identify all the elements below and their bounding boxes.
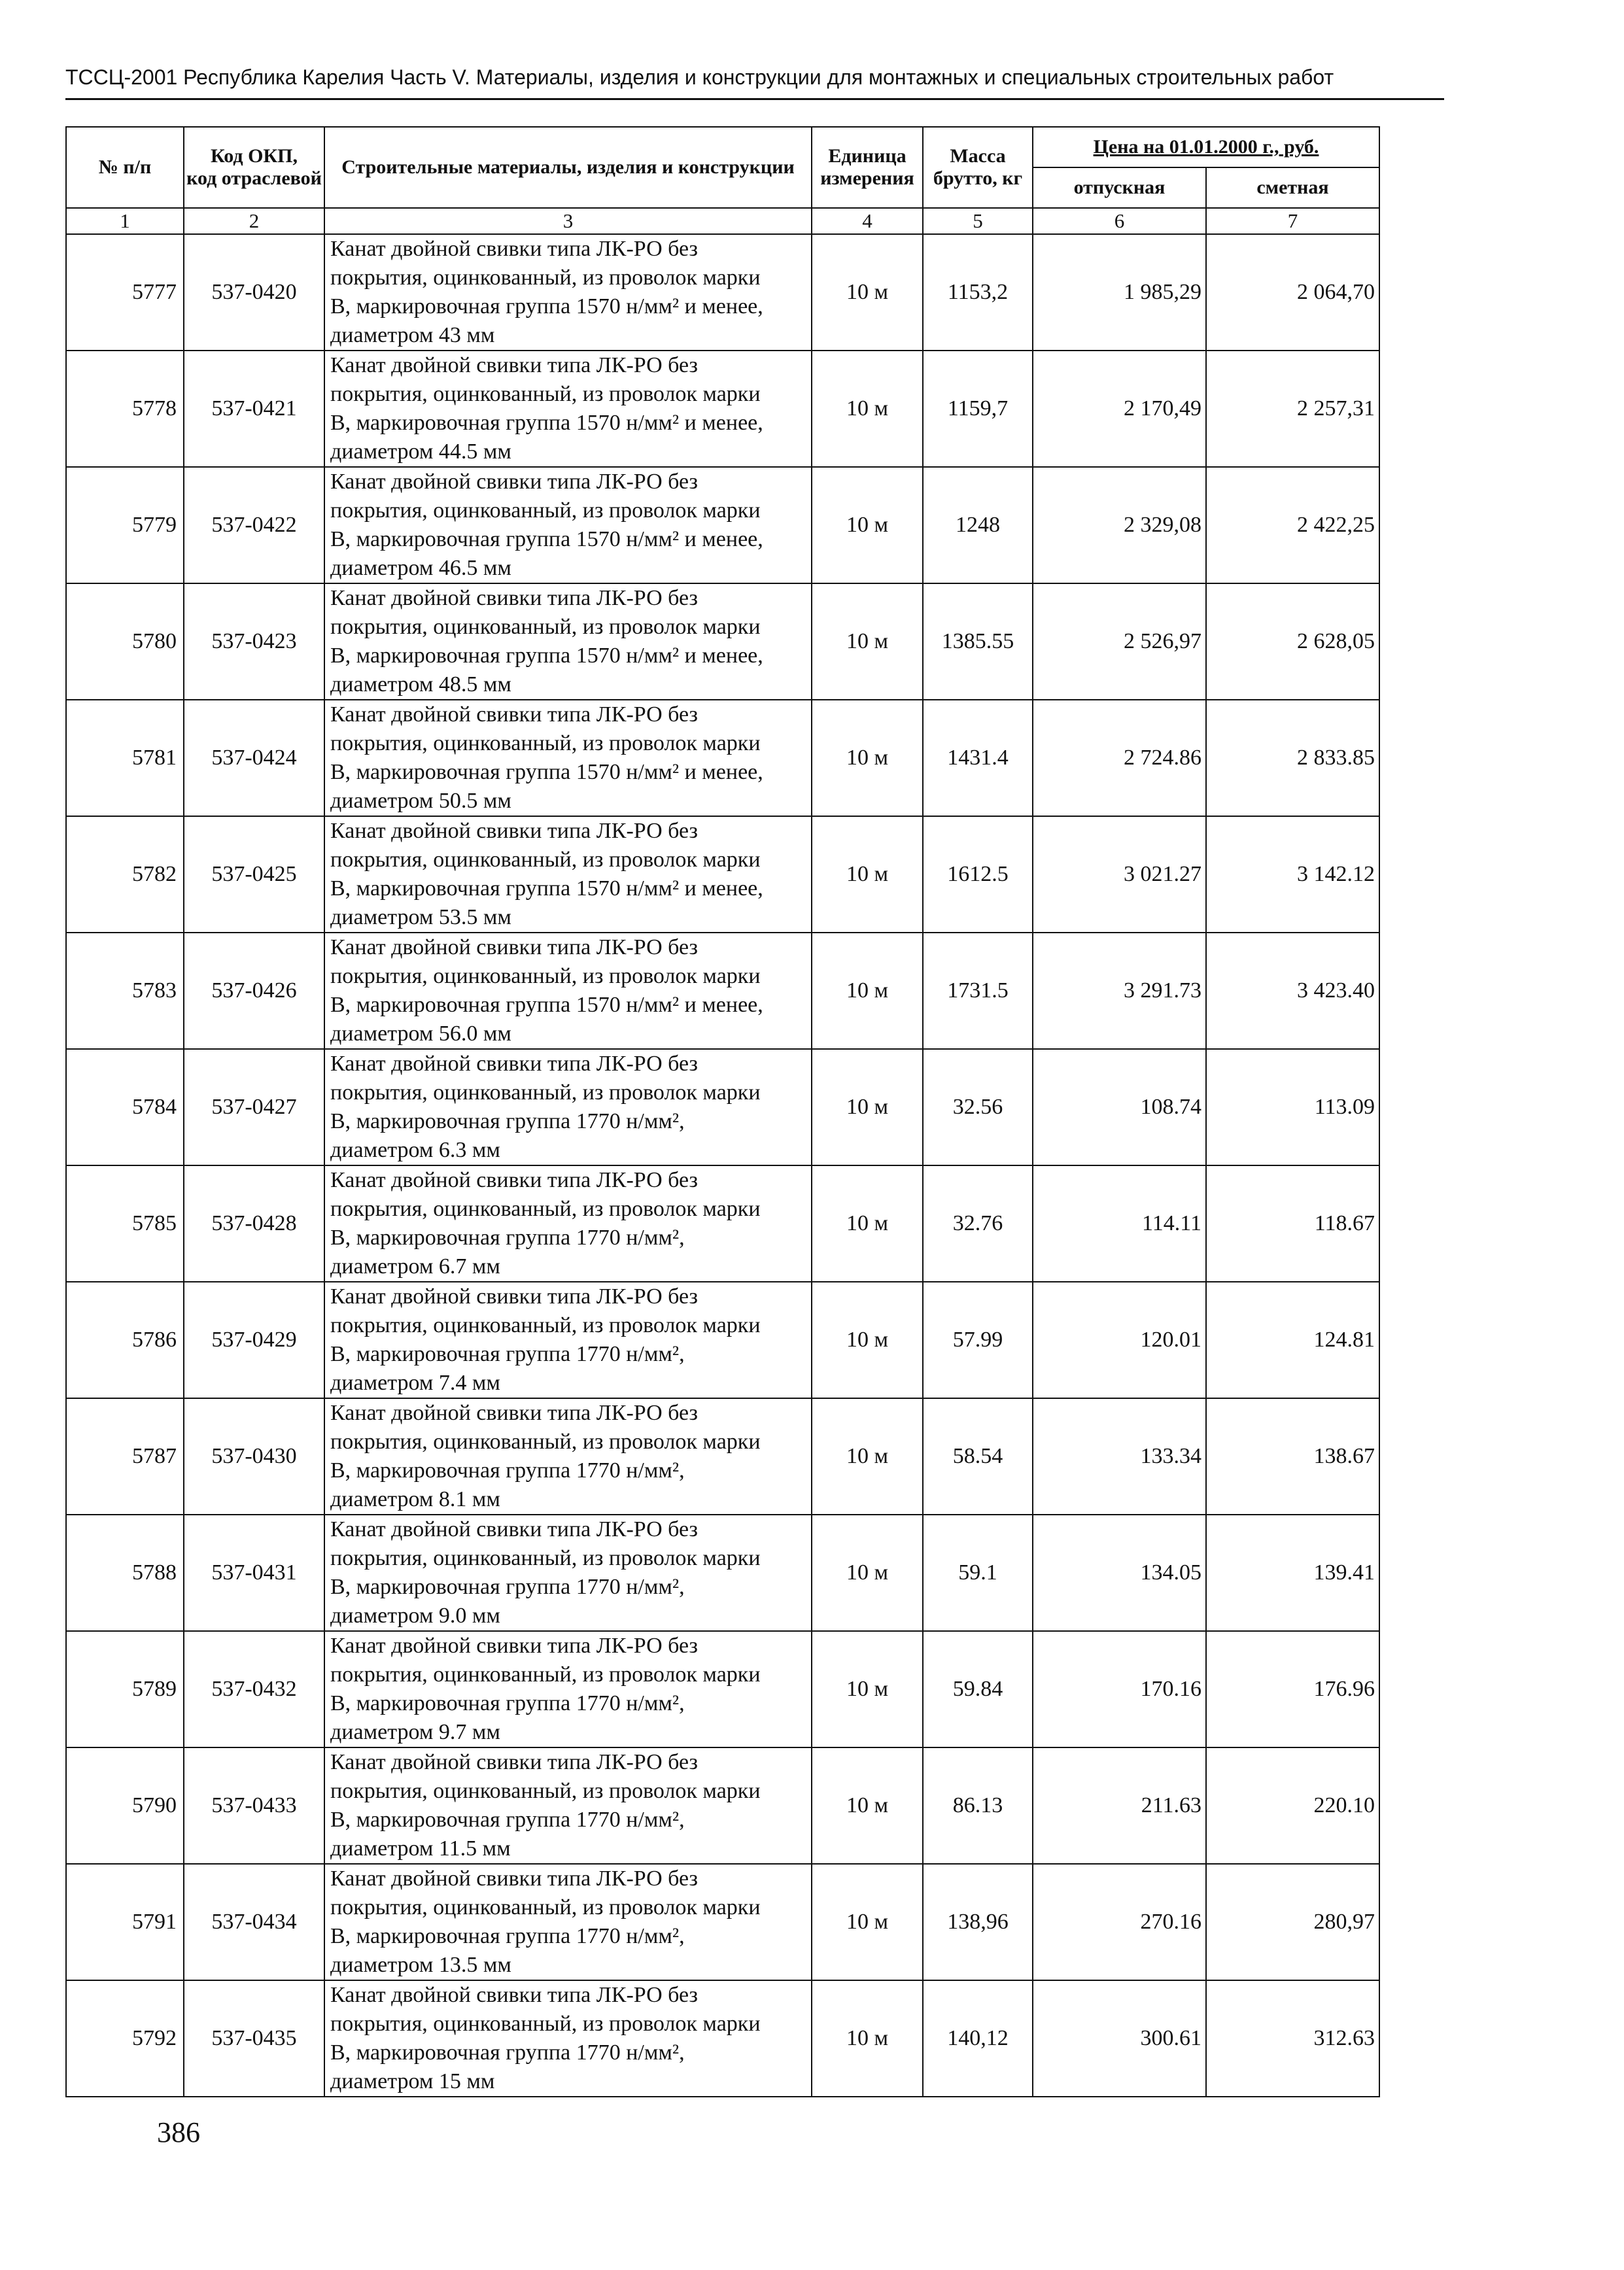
table-row [66, 1864, 1379, 1980]
header-price-estimate: сметная [1206, 167, 1379, 208]
row-mass: 1248 [923, 467, 1033, 583]
header-row [66, 127, 1379, 167]
description-line: покрытия, оцинкованный, из проволок марки [330, 1895, 761, 1919]
row-code: 537-0421 [184, 351, 324, 467]
description-line: Канат двойной свивки типа ЛК-РО без [330, 702, 698, 727]
table-row [66, 1980, 1379, 2097]
description-line: покрытия, оцинкованный, из проволок марки [330, 1080, 761, 1105]
row-mass: 57.99 [923, 1282, 1033, 1398]
row-unit: 10 м [812, 1398, 923, 1515]
row-price-release: 211.63 [1033, 1747, 1206, 1864]
row-number: 5791 [66, 1864, 184, 1980]
header-unit: Единица измерения [812, 127, 923, 208]
row-code: 537-0426 [184, 933, 324, 1049]
row-number: 5782 [66, 816, 184, 933]
row-description [324, 700, 812, 816]
row-price-estimate: 2 422,25 [1206, 467, 1379, 583]
table-row [66, 933, 1379, 1049]
row-price-release: 3 021.27 [1033, 816, 1206, 933]
row-mass: 1731.5 [923, 933, 1033, 1049]
table-body [66, 234, 1379, 2097]
row-mass: 59.1 [923, 1515, 1033, 1631]
row-price-release: 133.34 [1033, 1398, 1206, 1515]
header-okp-label: Код ОКП, [211, 145, 298, 167]
row-number: 5789 [66, 1631, 184, 1747]
description-line: В, маркировочная группа 1770 н/мм², [330, 1342, 685, 1366]
row-code: 537-0432 [184, 1631, 324, 1747]
row-description [324, 351, 812, 467]
table-row [66, 234, 1379, 351]
row-unit: 10 м [812, 1864, 923, 1980]
description-line: покрытия, оцинкованный, из проволок марки [330, 498, 761, 523]
row-number: 5781 [66, 700, 184, 816]
column-number: 4 [812, 208, 923, 234]
row-unit: 10 м [812, 1515, 923, 1631]
description-line: покрытия, оцинкованный, из проволок марки [330, 1779, 761, 1803]
row-price-release: 270.16 [1033, 1864, 1206, 1980]
row-price-release: 2 724.86 [1033, 700, 1206, 816]
row-price-estimate: 113.09 [1206, 1049, 1379, 1165]
row-mass: 58.54 [923, 1398, 1033, 1515]
column-number: 1 [66, 208, 184, 234]
table-row [66, 1515, 1379, 1631]
row-unit: 10 м [812, 1631, 923, 1747]
description-line: диаметром 7.4 мм [330, 1371, 500, 1395]
table-row [66, 1631, 1379, 1747]
description-line: В, маркировочная группа 1570 н/мм² и менее, [330, 527, 763, 551]
row-code: 537-0430 [184, 1398, 324, 1515]
column-number: 6 [1033, 208, 1206, 234]
description-line: диаметром 43 мм [330, 323, 495, 347]
description-line: Канат двойной свивки типа ЛК-РО без [330, 1168, 698, 1192]
row-mass: 140,12 [923, 1980, 1033, 2097]
description-line: Канат двойной свивки типа ЛК-РО без [330, 1284, 698, 1309]
table-row [66, 1165, 1379, 1282]
row-price-estimate: 118.67 [1206, 1165, 1379, 1282]
row-description [324, 1864, 812, 1980]
table-row [66, 1049, 1379, 1165]
description-line: Канат двойной свивки типа ЛК-РО без [330, 935, 698, 959]
row-unit: 10 м [812, 1165, 923, 1282]
description-line: диаметром 46.5 мм [330, 556, 511, 580]
description-line: В, маркировочная группа 1570 н/мм² и менее, [330, 760, 763, 784]
row-price-estimate: 312.63 [1206, 1980, 1379, 2097]
description-line: диаметром 6.3 мм [330, 1138, 500, 1162]
description-line: В, маркировочная группа 1570 н/мм² и менее, [330, 993, 763, 1017]
column-number: 5 [923, 208, 1033, 234]
row-price-release: 2 526,97 [1033, 583, 1206, 700]
row-number: 5790 [66, 1747, 184, 1864]
row-code: 537-0433 [184, 1747, 324, 1864]
description-line: В, маркировочная группа 1770 н/мм², [330, 1226, 685, 1250]
row-unit: 10 м [812, 467, 923, 583]
row-number: 5778 [66, 351, 184, 467]
description-line: покрытия, оцинкованный, из проволок марки [330, 266, 761, 290]
header-price-release: отпускная [1033, 167, 1206, 208]
description-line: В, маркировочная группа 1770 н/мм², [330, 1924, 685, 1948]
row-unit: 10 м [812, 700, 923, 816]
description-line: диаметром 44.5 мм [330, 439, 511, 464]
row-number: 5779 [66, 467, 184, 583]
description-line: покрытия, оцинкованный, из проволок марки [330, 2012, 761, 2036]
table-row [66, 1282, 1379, 1398]
description-line: Канат двойной свивки типа ЛК-РО без [330, 1866, 698, 1891]
row-description [324, 1515, 812, 1631]
row-description [324, 1165, 812, 1282]
table-row [66, 467, 1379, 583]
row-description [324, 1049, 812, 1165]
row-price-estimate: 3 142.12 [1206, 816, 1379, 933]
description-line: покрытия, оцинкованный, из проволок марки [330, 382, 761, 406]
price-table [65, 126, 1380, 2097]
description-line: Канат двойной свивки типа ЛК-РО без [330, 1401, 698, 1425]
description-line: Канат двойной свивки типа ЛК-РО без [330, 1634, 698, 1658]
column-number: 3 [324, 208, 812, 234]
table-row [66, 583, 1379, 700]
row-price-estimate: 220.10 [1206, 1747, 1379, 1864]
description-line: диаметром 48.5 мм [330, 672, 511, 696]
row-price-release: 114.11 [1033, 1165, 1206, 1282]
header-mass: Масса брутто, кг [923, 127, 1033, 208]
description-line: Канат двойной свивки типа ЛК-РО без [330, 586, 698, 610]
description-line: диаметром 9.0 мм [330, 1604, 500, 1628]
row-mass: 1612.5 [923, 816, 1033, 933]
header-price-group-label: Цена на 01.01.2000 г., руб. [1093, 136, 1319, 158]
row-code: 537-0434 [184, 1864, 324, 1980]
row-price-estimate: 138.67 [1206, 1398, 1379, 1515]
column-number: 2 [184, 208, 324, 234]
row-mass: 1431.4 [923, 700, 1033, 816]
row-mass: 1385.55 [923, 583, 1033, 700]
row-description [324, 467, 812, 583]
row-description [324, 1747, 812, 1864]
row-number: 5783 [66, 933, 184, 1049]
description-line: В, маркировочная группа 1770 н/мм², [330, 1458, 685, 1483]
description-line: диаметром 53.5 мм [330, 905, 511, 929]
description-line: В, маркировочная группа 1770 н/мм², [330, 1575, 685, 1599]
row-unit: 10 м [812, 1049, 923, 1165]
header-num: № п/п [66, 127, 184, 208]
row-code: 537-0423 [184, 583, 324, 700]
description-line: В, маркировочная группа 1570 н/мм² и менее, [330, 294, 763, 318]
row-price-estimate: 139.41 [1206, 1515, 1379, 1631]
row-number: 5777 [66, 234, 184, 351]
row-price-release: 1 985,29 [1033, 234, 1206, 351]
description-line: покрытия, оцинкованный, из проволок марки [330, 1197, 761, 1221]
row-unit: 10 м [812, 583, 923, 700]
row-description [324, 1398, 812, 1515]
row-code: 537-0422 [184, 467, 324, 583]
description-line: Канат двойной свивки типа ЛК-РО без [330, 1983, 698, 2007]
description-line: В, маркировочная группа 1570 н/мм² и менее, [330, 411, 763, 435]
row-unit: 10 м [812, 234, 923, 351]
row-description [324, 1980, 812, 2097]
header-material: Строительные материалы, изделия и конструкции [324, 127, 812, 208]
row-description [324, 1631, 812, 1747]
row-price-estimate: 3 423.40 [1206, 933, 1379, 1049]
row-code: 537-0424 [184, 700, 324, 816]
row-price-release: 108.74 [1033, 1049, 1206, 1165]
description-line: В, маркировочная группа 1770 н/мм², [330, 1691, 685, 1715]
description-line: Канат двойной свивки типа ЛК-РО без [330, 353, 698, 377]
description-line: диаметром 56.0 мм [330, 1022, 511, 1046]
description-line: покрытия, оцинкованный, из проволок марки [330, 1313, 761, 1337]
description-line: Канат двойной свивки типа ЛК-РО без [330, 1517, 698, 1541]
row-unit: 10 м [812, 933, 923, 1049]
page-number: 386 [157, 2116, 200, 2148]
description-line: В, маркировочная группа 1770 н/мм², [330, 1109, 685, 1133]
description-line: Канат двойной свивки типа ЛК-РО без [330, 470, 698, 494]
row-price-estimate: 2 833.85 [1206, 700, 1379, 816]
row-mass: 32.76 [923, 1165, 1033, 1282]
row-price-release: 2 170,49 [1033, 351, 1206, 467]
header-rule [65, 98, 1444, 100]
row-code: 537-0427 [184, 1049, 324, 1165]
row-price-release: 300.61 [1033, 1980, 1206, 2097]
row-unit: 10 м [812, 1282, 923, 1398]
row-description [324, 1282, 812, 1398]
row-price-estimate: 2 064,70 [1206, 234, 1379, 351]
table-row [66, 1747, 1379, 1864]
description-line: диаметром 15 мм [330, 2069, 495, 2093]
row-code: 537-0425 [184, 816, 324, 933]
description-line: диаметром 6.7 мм [330, 1254, 500, 1279]
description-line: покрытия, оцинкованный, из проволок марки [330, 848, 761, 872]
row-description [324, 583, 812, 700]
row-code: 537-0435 [184, 1980, 324, 2097]
row-description [324, 234, 812, 351]
column-number-row [66, 208, 1379, 234]
header-okp [184, 127, 324, 208]
row-mass: 59.84 [923, 1631, 1033, 1747]
row-code: 537-0428 [184, 1165, 324, 1282]
row-price-release: 134.05 [1033, 1515, 1206, 1631]
row-number: 5787 [66, 1398, 184, 1515]
description-line: диаметром 8.1 мм [330, 1487, 500, 1511]
row-unit: 10 м [812, 351, 923, 467]
description-line: Канат двойной свивки типа ЛК-РО без [330, 237, 698, 261]
row-number: 5785 [66, 1165, 184, 1282]
description-line: диаметром 9.7 мм [330, 1720, 500, 1744]
description-line: покрытия, оцинкованный, из проволок марки [330, 731, 761, 755]
description-line: покрытия, оцинкованный, из проволок марки [330, 964, 761, 988]
row-price-estimate: 2 257,31 [1206, 351, 1379, 467]
row-number: 5786 [66, 1282, 184, 1398]
description-line: В, маркировочная группа 1770 н/мм², [330, 2040, 685, 2065]
row-mass: 32.56 [923, 1049, 1033, 1165]
description-line: покрытия, оцинкованный, из проволок марки [330, 615, 761, 639]
description-line: диаметром 50.5 мм [330, 789, 511, 813]
row-number: 5792 [66, 1980, 184, 2097]
table-row [66, 1398, 1379, 1515]
row-price-estimate: 2 628,05 [1206, 583, 1379, 700]
table-row [66, 816, 1379, 933]
description-line: покрытия, оцинкованный, из проволок марки [330, 1430, 761, 1454]
description-line: В, маркировочная группа 1770 н/мм², [330, 1808, 685, 1832]
row-code: 537-0420 [184, 234, 324, 351]
row-price-release: 120.01 [1033, 1282, 1206, 1398]
description-line: Канат двойной свивки типа ЛК-РО без [330, 1750, 698, 1774]
row-code: 537-0429 [184, 1282, 324, 1398]
table-row [66, 351, 1379, 467]
row-mass: 86.13 [923, 1747, 1033, 1864]
row-price-estimate: 176.96 [1206, 1631, 1379, 1747]
row-price-release: 2 329,08 [1033, 467, 1206, 583]
description-line: В, маркировочная группа 1570 н/мм² и менее, [330, 644, 763, 668]
row-number: 5780 [66, 583, 184, 700]
row-description [324, 816, 812, 933]
row-unit: 10 м [812, 1747, 923, 1864]
description-line: покрытия, оцинкованный, из проволок марки [330, 1662, 761, 1687]
description-line: Канат двойной свивки типа ЛК-РО без [330, 819, 698, 843]
description-line: покрытия, оцинкованный, из проволок марки [330, 1546, 761, 1570]
description-line: диаметром 13.5 мм [330, 1953, 511, 1977]
row-price-estimate: 124.81 [1206, 1282, 1379, 1398]
row-mass: 1153,2 [923, 234, 1033, 351]
row-price-estimate: 280,97 [1206, 1864, 1379, 1980]
description-line: Канат двойной свивки типа ЛК-РО без [330, 1052, 698, 1076]
row-price-release: 3 291.73 [1033, 933, 1206, 1049]
page-header: ТССЦ-2001 Республика Карелия Часть V. Материалы, изделия и конструкции для монтажных и специальных строительных работ [65, 65, 1334, 89]
description-line: диаметром 11.5 мм [330, 1836, 511, 1861]
row-code: 537-0431 [184, 1515, 324, 1631]
row-mass: 138,96 [923, 1864, 1033, 1980]
row-description [324, 933, 812, 1049]
header-okp-sub: код отраслевой [186, 167, 322, 189]
column-number: 7 [1206, 208, 1379, 234]
header-price-group [1033, 127, 1379, 167]
description-line: В, маркировочная группа 1570 н/мм² и менее, [330, 876, 763, 901]
row-mass: 1159,7 [923, 351, 1033, 467]
row-number: 5784 [66, 1049, 184, 1165]
row-price-release: 170.16 [1033, 1631, 1206, 1747]
table-row [66, 700, 1379, 816]
row-unit: 10 м [812, 816, 923, 933]
row-unit: 10 м [812, 1980, 923, 2097]
row-number: 5788 [66, 1515, 184, 1631]
